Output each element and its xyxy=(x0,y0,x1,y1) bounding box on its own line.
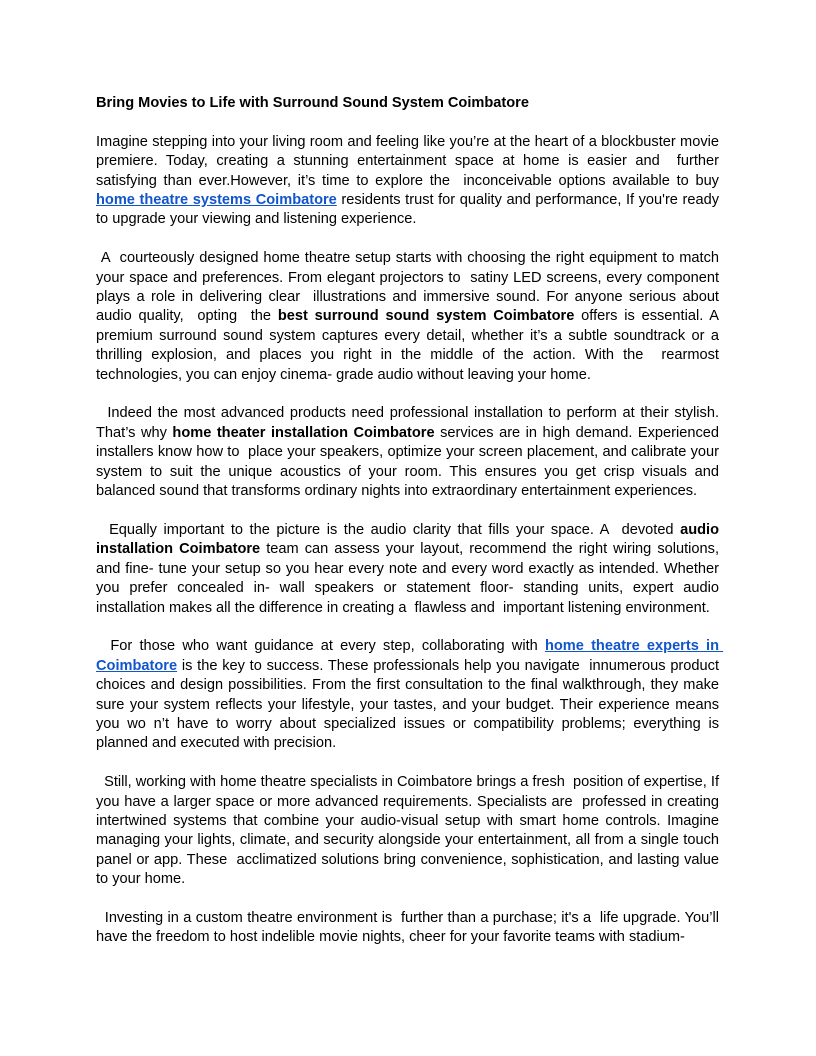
bold-keyword: audio installation Coimbatore xyxy=(96,521,724,558)
paragraph-setup xyxy=(96,249,724,385)
paragraph-installation xyxy=(96,404,724,501)
paragraph-text: Investing in a custom theatre environment is further than a purchase; it's a life upgrade. You’ll have the freedom to host indelible movie nights, cheer for your favorite teams with stadium- xyxy=(96,909,724,946)
paragraph-audio xyxy=(96,521,724,618)
document-title: Bring Movies to Life with Surround Sound System Coimbatore xyxy=(96,95,529,111)
bold-keyword: best surround sound system Coimbatore xyxy=(277,308,575,325)
paragraph-text: residents trust for quality and performance, If you're ready to upgrade your viewing and listening experience. xyxy=(96,192,724,228)
paragraph-experts xyxy=(96,637,724,753)
paragraph-text: Equally important to the picture is the audio clarity that fills your space. A devoted xyxy=(96,521,681,538)
paragraph-text: offers is essential. A premium surround sound system captures every detail, whether it’s a subtle soundtrack or a thrilling explosion, and places you right in the middle of the action. With the rearmost technologies, you can enjoy cinema- grade audio without leaving your home. xyxy=(96,308,724,383)
paragraph-text: Imagine stepping into your living room and feeling like you’re at the heart of a blockbuster movie premiere. Today, creating a stunning entertainment space at home is easier and further satisfying than ever.However, it’s time to explore the inconceivable options available to buy xyxy=(96,133,724,189)
home-theatre-systems-link[interactable]: home theatre systems Coimbatore xyxy=(96,192,337,209)
paragraph-intro xyxy=(96,133,724,230)
paragraph-text: A courteously designed home theatre setup starts with choosing the right equipment to match your space and preferences. From elegant projectors to satiny LED screens, every component plays a role in delivering clear illustrations and immersive sound. For anyone serious about audio quality, opting the xyxy=(96,250,724,325)
paragraph-investing xyxy=(96,909,724,948)
paragraph-text: is the key to success. These professionals help you navigate innumerous product choices and design possibilities. From the first consultation to the final walkthrough, they make sure your system reflects your lifestyle, your tastes, and your budget. Their experience means you wo n’t have to worry about specialized issues or compatibility problems; everything is planned and executed with precision. xyxy=(96,657,724,752)
paragraph-specialists xyxy=(96,773,724,889)
document-page xyxy=(96,94,724,948)
paragraph-text: For those who want guidance at every step, collaborating with xyxy=(96,638,545,655)
paragraph-text: Indeed the most advanced products need professional installation to perform at their stylish. That’s why xyxy=(96,405,723,441)
paragraph-text: services are in high demand. Experienced installers know how to place your speakers, optimize your screen placement, and calibrate your system to suit the unique acoustics of your room. This ensures you get crisp visuals and balanced sound that transforms ordinary nights into extraordinary entertainment experiences. xyxy=(96,424,724,500)
paragraph-text: team can assess your layout, recommend the right wiring solutions, and fine- tune your setup so you hear every note and every word exactly as intended. Whether you prefer concealed in- wall speakers or statement floor- standing units, expert audio installation makes all the difference in creating a flawless and important listening environment. xyxy=(96,541,724,616)
bold-keyword: home theater installation Coimbatore xyxy=(172,424,435,441)
paragraph-text: Still, working with home theatre specialists in Coimbatore brings a fresh position of expertise, If you have a larger space or more advanced requirements. Specialists are professed in creating intertwined systems that combine your audio-visual setup with smart home controls. Imagine managing your lights, climate, and security alongside your entertainment, all from a single touch panel or app. These acclimatized solutions bring convenience, sophistication, and lasting value to your home. xyxy=(96,774,724,888)
home-theatre-experts-link[interactable]: home theatre experts in Coimbatore xyxy=(96,638,724,674)
